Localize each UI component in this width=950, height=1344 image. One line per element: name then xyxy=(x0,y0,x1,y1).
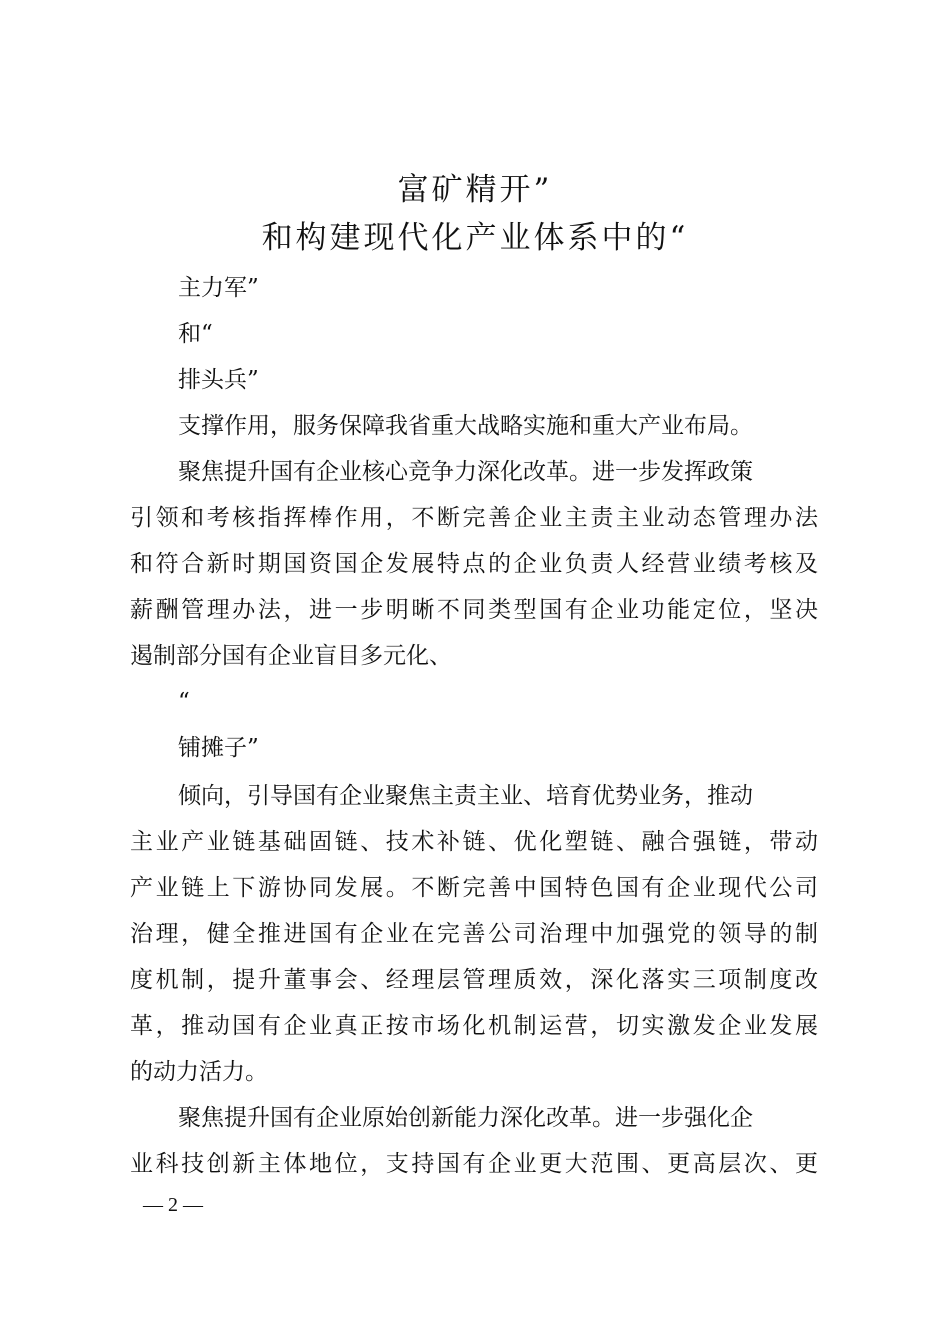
paragraph-innovation-line-1: 聚焦提升国有企业原始创新能力深化改革。进一步强化企 xyxy=(178,1105,753,1131)
paragraph-core-competitiveness-line-5: 遏制部分国有企业盲目多元化、 xyxy=(130,643,452,669)
fragment-main-force: 主力军” xyxy=(178,275,259,301)
fragment-and: 和“ xyxy=(178,321,213,347)
page-number: — 2 — xyxy=(143,1194,203,1216)
paragraph-tendency-line-5: 度机制，提升董事会、经理层管理质效，深化落实三项制度改 xyxy=(130,967,818,993)
paragraph-core-competitiveness-line-3: 和符合新时期国资国企发展特点的企业负责人经营业绩考核及 xyxy=(130,551,818,577)
paragraph-innovation-line-2: 业科技创新主体地位，支持国有企业更大范围、更高层次、更 xyxy=(130,1151,818,1177)
heading-line-2: 和构建现代化产业体系中的“ xyxy=(261,220,689,256)
paragraph-tendency-line-3: 产业链上下游协同发展。不断完善中国特色国有企业现代公司 xyxy=(130,875,818,901)
paragraph-tendency-line-6: 革，推动国有企业真正按市场化机制运营，切实激发企业发展 xyxy=(130,1013,818,1039)
fragment-spread-stalls: 铺摊子” xyxy=(178,735,259,761)
paragraph-core-competitiveness-line-1: 聚焦提升国有企业核心竞争力深化改革。进一步发挥政策 xyxy=(178,459,753,485)
paragraph-tendency-line-4: 治理，健全推进国有企业在完善公司治理中加强党的领导的制 xyxy=(130,921,818,947)
paragraph-core-competitiveness-line-4: 薪酬管理办法，进一步明晰不同类型国有企业功能定位，坚决 xyxy=(130,597,818,623)
paragraph-tendency-line-1: 倾向，引导国有企业聚焦主责主业、培育优势业务，推动 xyxy=(178,783,753,809)
fragment-vanguard: 排头兵” xyxy=(178,367,259,393)
paragraph-tendency-line-2: 主业产业链基础固链、技术补链、优化塑链、融合强链，带动 xyxy=(130,829,818,855)
paragraph-tendency-line-7: 的动力活力。 xyxy=(130,1059,268,1085)
quote-open-mark: “ xyxy=(178,689,190,715)
heading-line-1: 富矿精开” xyxy=(397,172,553,208)
paragraph-support-role: 支撑作用，服务保障我省重大战略实施和重大产业布局。 xyxy=(178,413,753,439)
paragraph-core-competitiveness-line-2: 引领和考核指挥棒作用，不断完善企业主责主业动态管理办法 xyxy=(130,505,818,531)
